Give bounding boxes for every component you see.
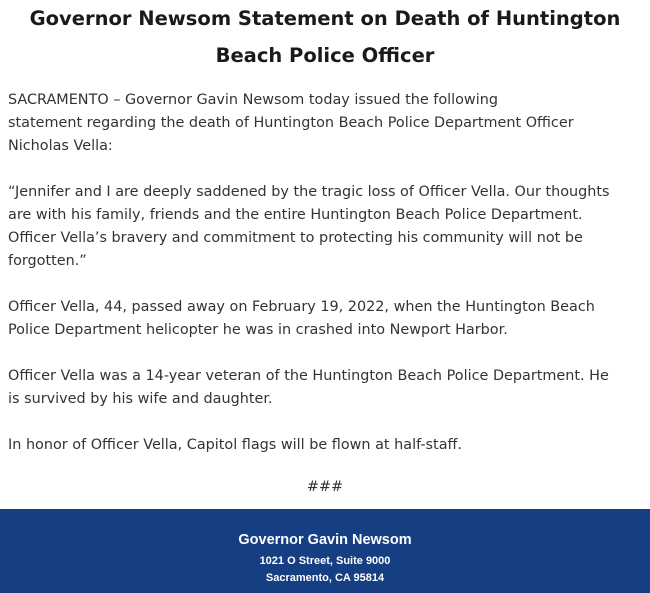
death-details-line: Police Department helicopter he was in crashed into Newport Harbor. <box>8 322 508 338</box>
title-line-1: Governor Newsom Statement on Death of Huntington <box>29 7 621 30</box>
flags-line: In honor of Officer Vella, Capitol flags will be flown at half-staff. <box>8 437 462 453</box>
intro-line: statement regarding the death of Huntington Beach Police Department Officer <box>8 115 574 131</box>
footer-banner <box>0 509 650 593</box>
intro-line: Nicholas Vella: <box>8 138 113 154</box>
death-details-paragraph <box>8 296 644 342</box>
quote-line: forgotten.” <box>8 253 87 269</box>
footer-address-street: 1021 O Street, Suite 9000 <box>259 555 391 567</box>
title-line-2: Beach Police Officer <box>215 44 435 67</box>
quote-line: Officer Vella’s bravery and commitment to protecting his community will not be <box>8 230 583 246</box>
article-body <box>8 89 644 480</box>
page-title <box>0 0 650 74</box>
end-marks: ### <box>306 479 344 495</box>
veteran-line: is survived by his wife and daughter. <box>8 391 273 407</box>
footer-governor-name: Governor Gavin Newsom <box>238 532 412 548</box>
quote-line: are with his family, friends and the entire Huntington Beach Police Department. <box>8 207 583 223</box>
footer-address-city: Sacramento, CA 95814 <box>265 572 385 584</box>
death-details-line: Officer Vella, 44, passed away on February 19, 2022, when the Huntington Beach <box>8 299 595 315</box>
quote-line: “Jennifer and I are deeply saddened by the tragic loss of Officer Vella. Our thoughts <box>8 184 610 200</box>
intro-paragraph <box>8 89 644 158</box>
veteran-paragraph <box>8 365 644 411</box>
intro-line: SACRAMENTO – Governor Gavin Newsom today issued the following <box>8 92 498 108</box>
veteran-line: Officer Vella was a 14-year veteran of the Huntington Beach Police Department. He <box>8 368 609 384</box>
flags-paragraph <box>8 434 644 457</box>
quote-paragraph <box>8 181 644 273</box>
